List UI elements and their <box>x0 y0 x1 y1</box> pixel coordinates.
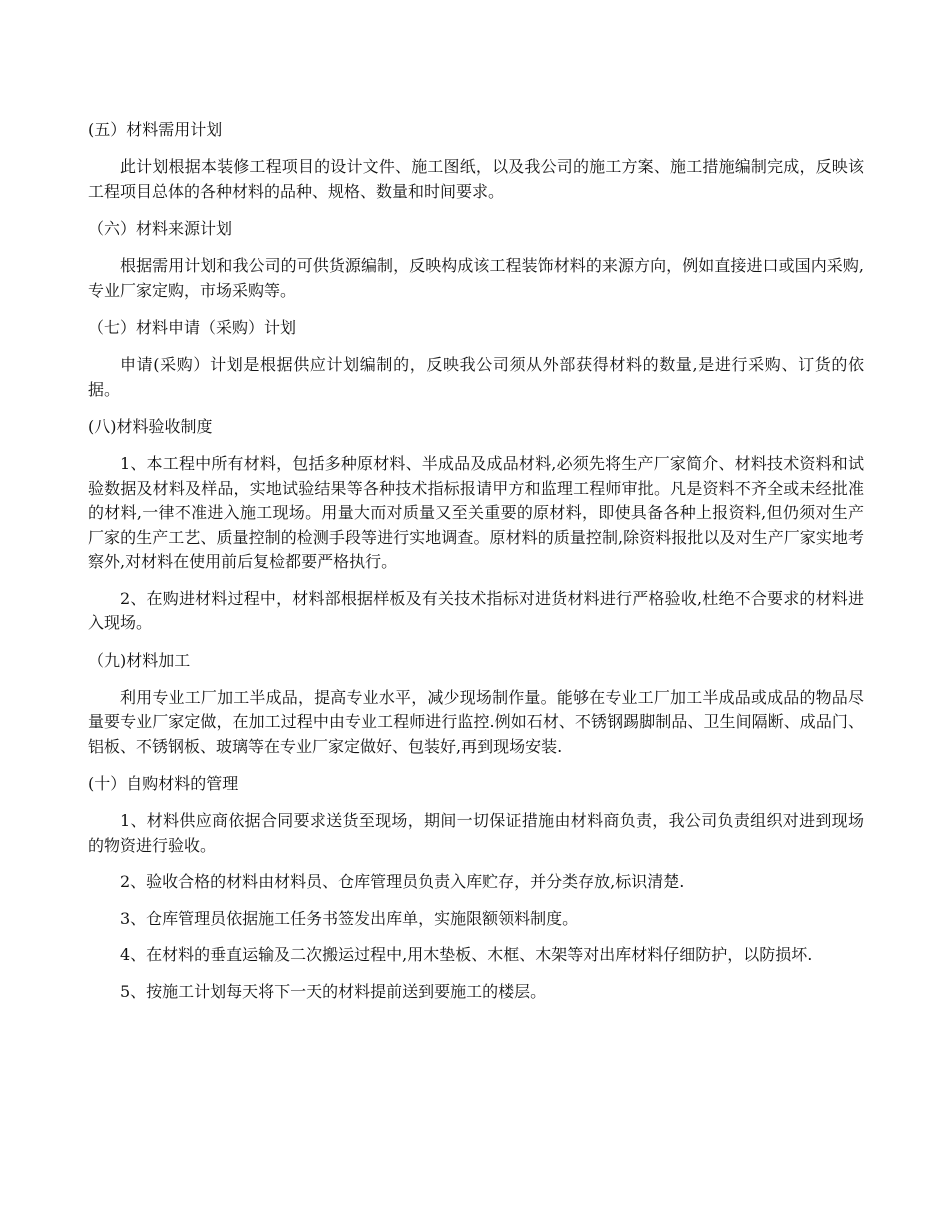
section-5-paragraph: 此计划根据本装修工程项目的设计文件、施工图纸，以及我公司的施工方案、施工措施编制完成，反映该工程项目总体的各种材料的品种、规格、数量和时间要求。 <box>88 157 864 201</box>
section-heading-6: （六）材料来源计划 <box>88 219 233 238</box>
section-8-paragraph-1: 1、本工程中所有材料，包括多种原材料、半成品及成品材料,必须先将生产厂家简介、材料技术资料和试验数据及材料及样品，实地试验结果等各种技术指标报请甲方和监理工程师审批。凡是资料不齐全或未经批准的材料,一律不准进入施工现场。用量大而对质量又至关重要的原材料，即使具备各种上报资料,但仍须对生产厂家的生产工艺、质量控制的检测手段等进行实地调查。原材料的质量控制,除资料报批以及对生产厂家实地考察外,对材料在使用前后复检都要严格执行。 <box>88 454 864 571</box>
section-heading-5: (五）材料需用计划 <box>88 120 223 139</box>
section-heading-8: (八)材料验收制度 <box>88 417 213 436</box>
section-10-paragraph-4: 4、在材料的垂直运输及二次搬运过程中,用木垫板、木框、木架等对出库材料仔细防护，以防损坏. <box>120 945 813 964</box>
section-10-paragraph-2: 2、验收合格的材料由材料员、仓库管理员负责入库贮存，并分类存放,标识清楚. <box>120 872 685 891</box>
document-body <box>88 117 864 1004</box>
section-heading-9: （九)材料加工 <box>88 650 191 670</box>
section-9-paragraph: 利用专业工厂加工半成品，提高专业水平，减少现场制作量。能够在专业工厂加工半成品或成品的物品尽量要专业厂家定做，在加工过程中由专业工程师进行监控.例如石材、不锈钢踢脚制品、卫生间隔断、成品门、铝板、不锈钢板、玻璃等在专业厂家定做好、包装好,再到现场安装. <box>88 687 864 756</box>
section-7-paragraph: 申请(采购）计划是根据供应计划编制的，反映我公司须从外部获得材料的数量,是进行采购、订货的依据。 <box>88 355 864 399</box>
section-10-paragraph-5: 5、按施工计划每天将下一天的材料提前送到要施工的楼层。 <box>120 981 547 1001</box>
section-10-paragraph-1: 1、材料供应商依据合同要求送货至现场，期间一切保证措施由材料商负责，我公司负责组织对进到现场的物资进行验收。 <box>88 811 864 855</box>
section-10-paragraph-3: 3、仓库管理员依据施工任务书签发出库单，实施限额领料制度。 <box>120 908 579 928</box>
section-heading-10: (十）自购材料的管理 <box>88 774 239 793</box>
section-8-paragraph-2: 2、在购进材料过程中，材料部根据样板及有关技术指标对进货材料进行严格验收,杜绝不合要求的材料进入现场。 <box>88 588 864 632</box>
section-heading-7: （七）材料申请（采购）计划 <box>88 318 297 337</box>
section-6-paragraph: 根据需用计划和我公司的可供货源编制，反映构成该工程装饰材料的来源方向，例如直接进口或国内采购,专业厂家定购，市场采购等。 <box>88 256 864 300</box>
